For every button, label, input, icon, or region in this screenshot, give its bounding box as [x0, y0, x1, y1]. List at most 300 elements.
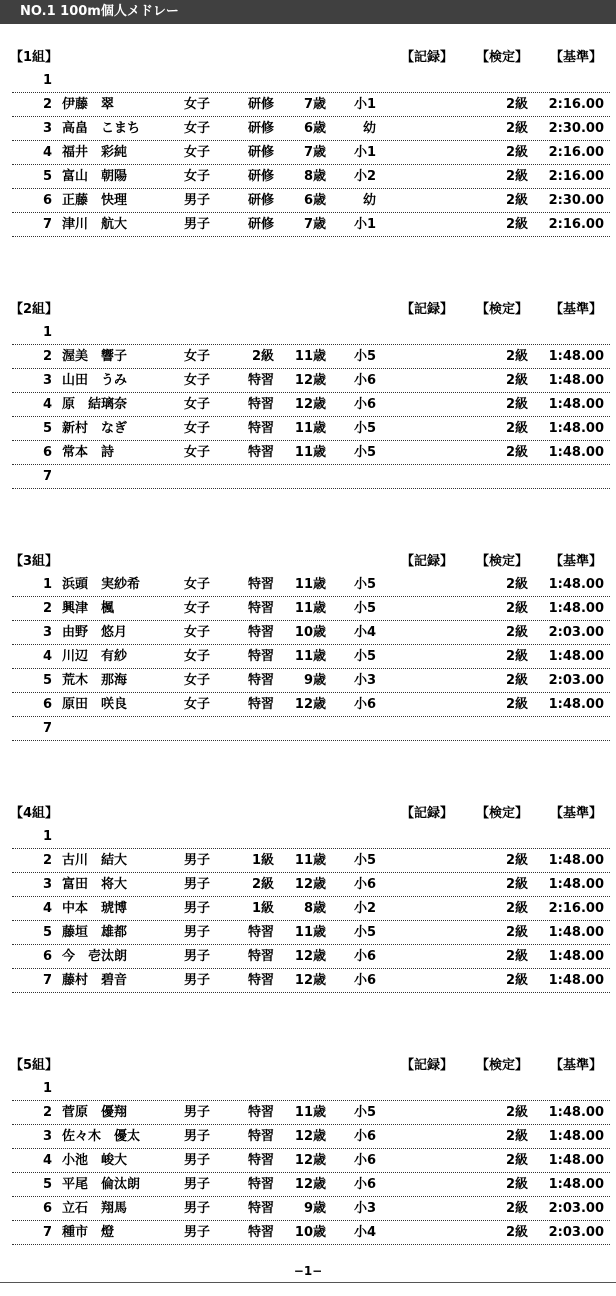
- entry-age: 12歳: [294, 373, 326, 388]
- entry-no: 4: [42, 901, 52, 916]
- entry-check: 2級: [505, 1129, 528, 1144]
- entry-standard: 2:30.00: [548, 193, 604, 208]
- entry-check: 2級: [505, 145, 528, 160]
- group-label: 【2組】: [10, 302, 59, 317]
- entry-no: 7: [42, 973, 52, 988]
- entry-level: 特習: [247, 925, 274, 940]
- entry-check: 2級: [505, 349, 528, 364]
- entry-no: 2: [42, 97, 52, 112]
- entry-sex: 女子: [184, 169, 211, 184]
- entry-row: [12, 212, 610, 237]
- entry-grade: 小1: [353, 97, 376, 112]
- entry-check: 2級: [505, 1105, 528, 1120]
- entry-row: [12, 596, 610, 621]
- standard-header: 【基準】: [550, 1058, 603, 1073]
- entry-grade: 小5: [353, 649, 376, 664]
- entry-row: [12, 872, 610, 897]
- entry-row: [12, 188, 610, 213]
- entry-no: 1: [42, 829, 52, 844]
- entry-standard: 1:48.00: [548, 973, 604, 988]
- group-label: 【3組】: [10, 554, 59, 569]
- entry-no: 3: [42, 121, 52, 136]
- entry-grade: 小6: [353, 1177, 376, 1192]
- entry-standard: 2:03.00: [548, 673, 604, 688]
- entry-age: 11歳: [294, 853, 326, 868]
- entry-age: 12歳: [294, 697, 326, 712]
- entry-check: 2級: [505, 697, 528, 712]
- entry-name: 荒木 那海: [62, 673, 128, 688]
- entry-grade: 幼: [362, 121, 376, 136]
- entry-grade: 小3: [353, 1201, 376, 1216]
- record-header: 【記録】: [401, 302, 454, 317]
- entry-age: 7歳: [303, 97, 326, 112]
- entry-level: 1級: [251, 853, 274, 868]
- standard-header: 【基準】: [550, 554, 603, 569]
- standard-header: 【基準】: [550, 50, 603, 65]
- entry-standard: 2:16.00: [548, 145, 604, 160]
- entry-no: 2: [42, 1105, 52, 1120]
- entry-level: 研修: [247, 121, 274, 136]
- entry-age: 10歳: [294, 1225, 326, 1240]
- entry-grade: 小5: [353, 853, 376, 868]
- entry-row: [12, 416, 610, 441]
- entry-row: [12, 92, 610, 117]
- entry-level: 特習: [247, 625, 274, 640]
- entry-age: 12歳: [294, 1177, 326, 1192]
- entry-row: [12, 164, 610, 189]
- entry-no: 5: [42, 1177, 52, 1192]
- check-header: 【検定】: [476, 50, 529, 65]
- standard-header: 【基準】: [550, 806, 603, 821]
- entry-no: 3: [42, 1129, 52, 1144]
- entry-grade: 小5: [353, 601, 376, 616]
- entry-check: 2級: [505, 901, 528, 916]
- entry-standard: 1:48.00: [548, 373, 604, 388]
- entry-standard: 2:16.00: [548, 901, 604, 916]
- entry-no: 6: [42, 445, 52, 460]
- entry-sex: 男子: [184, 1129, 211, 1144]
- heat-group: [0, 1056, 616, 1296]
- entry-standard: 1:48.00: [548, 853, 604, 868]
- record-header: 【記録】: [401, 50, 454, 65]
- entry-name: 高畠 こまち: [62, 121, 141, 136]
- check-header: 【検定】: [476, 1058, 529, 1073]
- entry-check: 2級: [505, 217, 528, 232]
- entry-age: 8歳: [303, 901, 326, 916]
- entry-level: 特習: [247, 1201, 274, 1216]
- entry-check: 2級: [505, 877, 528, 892]
- entry-standard: 1:48.00: [548, 601, 604, 616]
- entry-age: 11歳: [294, 349, 326, 364]
- check-header: 【検定】: [476, 806, 529, 821]
- entry-sex: 男子: [184, 853, 211, 868]
- entry-sex: 女子: [184, 697, 211, 712]
- entry-level: 特習: [247, 577, 274, 592]
- entry-no: 5: [42, 925, 52, 940]
- entry-grade: 小4: [353, 625, 376, 640]
- entry-level: 2級: [251, 349, 274, 364]
- entry-check: 2級: [505, 625, 528, 640]
- entry-no: 3: [42, 373, 52, 388]
- entry-check: 2級: [505, 445, 528, 460]
- entry-level: 研修: [247, 169, 274, 184]
- entry-age: 6歳: [303, 193, 326, 208]
- entry-no: 5: [42, 169, 52, 184]
- entry-grade: 小5: [353, 421, 376, 436]
- entry-level: 特習: [247, 673, 274, 688]
- entry-check: 2級: [505, 421, 528, 436]
- entry-level: 特習: [247, 697, 274, 712]
- entry-no: 3: [42, 625, 52, 640]
- entry-row: [12, 344, 610, 369]
- entry-name: 伊藤 翠: [62, 97, 115, 112]
- entry-name: 興津 楓: [62, 601, 115, 616]
- entry-check: 2級: [505, 1177, 528, 1192]
- entry-no: 2: [42, 601, 52, 616]
- entry-grade: 小2: [353, 901, 376, 916]
- entry-row: [12, 644, 610, 669]
- entry-check: 2級: [505, 853, 528, 868]
- entry-no: 2: [42, 853, 52, 868]
- entry-check: 2級: [505, 373, 528, 388]
- title-bar: [0, 0, 616, 24]
- entry-name: 佐々木 優太: [62, 1129, 141, 1144]
- entry-name: 富山 朝陽: [62, 169, 128, 184]
- entry-level: 特習: [247, 1129, 274, 1144]
- entry-level: 1級: [251, 901, 274, 916]
- entry-sex: 女子: [184, 445, 211, 460]
- entry-check: 2級: [505, 673, 528, 688]
- entry-age: 11歳: [294, 445, 326, 460]
- entry-grade: 小6: [353, 1153, 376, 1168]
- entry-age: 12歳: [294, 973, 326, 988]
- entry-name: 山田 うみ: [62, 373, 128, 388]
- entry-row: [12, 320, 610, 345]
- entry-check: 2級: [505, 1225, 528, 1240]
- entry-standard: 1:48.00: [548, 1129, 604, 1144]
- entry-no: 6: [42, 697, 52, 712]
- entry-row: [12, 968, 610, 993]
- entry-name: 小池 峻大: [62, 1153, 128, 1168]
- entry-standard: 1:48.00: [548, 649, 604, 664]
- entry-standard: 1:48.00: [548, 397, 604, 412]
- group-label: 【5組】: [10, 1058, 59, 1073]
- entry-level: 特習: [247, 949, 274, 964]
- entry-grade: 小6: [353, 1129, 376, 1144]
- page-title: NO.1 100m個人メドレー: [20, 4, 179, 19]
- entry-row: [12, 692, 610, 717]
- entry-level: 研修: [247, 97, 274, 112]
- entry-name: 菅原 優翔: [62, 1105, 128, 1120]
- entry-no: 7: [42, 469, 52, 484]
- entry-standard: 1:48.00: [548, 877, 604, 892]
- group-label: 【1組】: [10, 50, 59, 65]
- entry-name: 浜頭 実紗希: [62, 577, 141, 592]
- entry-sex: 女子: [184, 421, 211, 436]
- entry-row: [12, 572, 610, 597]
- entry-grade: 小5: [353, 1105, 376, 1120]
- entry-no: 6: [42, 193, 52, 208]
- entry-row: [12, 116, 610, 141]
- entry-name: 藤垣 雄都: [62, 925, 128, 940]
- page-number: −1−: [293, 1264, 323, 1278]
- entry-check: 2級: [505, 397, 528, 412]
- entry-grade: 小2: [353, 169, 376, 184]
- record-header: 【記録】: [401, 806, 454, 821]
- check-header: 【検定】: [476, 554, 529, 569]
- entry-row: [12, 1076, 610, 1101]
- entry-standard: 1:48.00: [548, 349, 604, 364]
- record-header: 【記録】: [401, 554, 454, 569]
- entry-row: [12, 1148, 610, 1173]
- entry-check: 2級: [505, 193, 528, 208]
- entry-grade: 小6: [353, 373, 376, 388]
- entry-name: 今 壱汰朗: [62, 949, 128, 964]
- entry-level: 特習: [247, 649, 274, 664]
- entry-sex: 女子: [184, 349, 211, 364]
- entry-grade: 小5: [353, 349, 376, 364]
- entry-row: [12, 716, 610, 741]
- entry-sex: 女子: [184, 373, 211, 388]
- entry-row: [12, 368, 610, 393]
- entry-sex: 男子: [184, 1201, 211, 1216]
- entry-row: [12, 920, 610, 945]
- entry-sex: 男子: [184, 1153, 211, 1168]
- record-header: 【記録】: [401, 1058, 454, 1073]
- entry-level: 特習: [247, 601, 274, 616]
- entry-no: 7: [42, 1225, 52, 1240]
- entry-age: 11歳: [294, 421, 326, 436]
- entry-sex: 女子: [184, 397, 211, 412]
- entry-level: 特習: [247, 445, 274, 460]
- entry-standard: 1:48.00: [548, 421, 604, 436]
- heat-group: [0, 300, 616, 540]
- entry-no: 7: [42, 721, 52, 736]
- entry-sex: 男子: [184, 193, 211, 208]
- entry-grade: 小5: [353, 445, 376, 460]
- entry-level: 特習: [247, 421, 274, 436]
- entry-no: 4: [42, 145, 52, 160]
- entry-check: 2級: [505, 97, 528, 112]
- entry-sex: 男子: [184, 901, 211, 916]
- entry-standard: 2:03.00: [548, 1201, 604, 1216]
- heat-group: [0, 552, 616, 792]
- entry-row: [12, 824, 610, 849]
- entry-standard: 1:48.00: [548, 949, 604, 964]
- entry-grade: 小4: [353, 1225, 376, 1240]
- entry-check: 2級: [505, 577, 528, 592]
- entry-check: 2級: [505, 973, 528, 988]
- entry-sex: 男子: [184, 973, 211, 988]
- entry-age: 8歳: [303, 169, 326, 184]
- entry-grade: 小5: [353, 925, 376, 940]
- footer-divider: [0, 1282, 616, 1283]
- entry-check: 2級: [505, 601, 528, 616]
- entry-level: 特習: [247, 1177, 274, 1192]
- entry-age: 12歳: [294, 1153, 326, 1168]
- entry-standard: 2:03.00: [548, 1225, 604, 1240]
- entry-standard: 1:48.00: [548, 577, 604, 592]
- entry-standard: 1:48.00: [548, 925, 604, 940]
- entry-check: 2級: [505, 949, 528, 964]
- entry-row: [12, 1124, 610, 1149]
- entry-check: 2級: [505, 1201, 528, 1216]
- entry-grade: 小6: [353, 877, 376, 892]
- entry-name: 津川 航大: [62, 217, 128, 232]
- entry-sex: 女子: [184, 673, 211, 688]
- entry-sex: 男子: [184, 877, 211, 892]
- entry-no: 5: [42, 673, 52, 688]
- entry-no: 4: [42, 397, 52, 412]
- entry-name: 常本 詩: [62, 445, 115, 460]
- entry-age: 11歳: [294, 649, 326, 664]
- entry-name: 藤村 碧音: [62, 973, 128, 988]
- entry-name: 富田 将大: [62, 877, 128, 892]
- entry-row: [12, 1220, 610, 1245]
- entry-age: 6歳: [303, 121, 326, 136]
- entry-row: [12, 140, 610, 165]
- entry-name: 立石 翔馬: [62, 1201, 128, 1216]
- entry-row: [12, 464, 610, 489]
- entry-sex: 男子: [184, 1105, 211, 1120]
- entry-sex: 男子: [184, 1177, 211, 1192]
- entry-row: [12, 440, 610, 465]
- entry-sex: 男子: [184, 925, 211, 940]
- entry-grade: 小1: [353, 145, 376, 160]
- heat-group: [0, 48, 616, 288]
- entry-name: 由野 悠月: [62, 625, 128, 640]
- entry-age: 7歳: [303, 145, 326, 160]
- entry-grade: 小6: [353, 949, 376, 964]
- entry-age: 10歳: [294, 625, 326, 640]
- entry-level: 特習: [247, 397, 274, 412]
- entry-row: [12, 1196, 610, 1221]
- standard-header: 【基準】: [550, 302, 603, 317]
- entry-age: 12歳: [294, 949, 326, 964]
- entry-sex: 女子: [184, 121, 211, 136]
- entry-check: 2級: [505, 121, 528, 136]
- entry-sex: 男子: [184, 217, 211, 232]
- entry-no: 6: [42, 1201, 52, 1216]
- entry-age: 9歳: [303, 1201, 326, 1216]
- entry-check: 2級: [505, 1153, 528, 1168]
- entry-grade: 幼: [362, 193, 376, 208]
- entry-name: 福井 彩純: [62, 145, 128, 160]
- entry-level: 研修: [247, 145, 274, 160]
- entry-sex: 女子: [184, 145, 211, 160]
- entry-no: 6: [42, 949, 52, 964]
- entry-no: 1: [42, 1081, 52, 1096]
- entry-level: 特習: [247, 373, 274, 388]
- entry-level: 2級: [251, 877, 274, 892]
- entry-standard: 2:30.00: [548, 121, 604, 136]
- entry-grade: 小6: [353, 397, 376, 412]
- entry-standard: 1:48.00: [548, 1153, 604, 1168]
- group-label: 【4組】: [10, 806, 59, 821]
- entry-name: 古川 結大: [62, 853, 128, 868]
- entry-no: 1: [42, 325, 52, 340]
- entry-no: 1: [42, 577, 52, 592]
- entry-standard: 1:48.00: [548, 1105, 604, 1120]
- entry-age: 11歳: [294, 1105, 326, 1120]
- entry-grade: 小6: [353, 697, 376, 712]
- entry-row: [12, 1172, 610, 1197]
- entry-level: 特習: [247, 1105, 274, 1120]
- entry-standard: 2:16.00: [548, 97, 604, 112]
- entry-no: 5: [42, 421, 52, 436]
- entry-standard: 1:48.00: [548, 697, 604, 712]
- heat-group: [0, 804, 616, 1044]
- entry-level: 特習: [247, 1225, 274, 1240]
- entry-sex: 男子: [184, 1225, 211, 1240]
- entry-sex: 女子: [184, 97, 211, 112]
- entry-standard: 2:03.00: [548, 625, 604, 640]
- entry-name: 原 結璃奈: [62, 397, 128, 412]
- entry-age: 12歳: [294, 1129, 326, 1144]
- entry-grade: 小5: [353, 577, 376, 592]
- entry-sex: 男子: [184, 949, 211, 964]
- entry-grade: 小1: [353, 217, 376, 232]
- entry-name: 新村 なぎ: [62, 421, 128, 436]
- entry-row: [12, 620, 610, 645]
- entry-check: 2級: [505, 649, 528, 664]
- entry-level: 研修: [247, 193, 274, 208]
- entry-age: 9歳: [303, 673, 326, 688]
- entry-age: 12歳: [294, 877, 326, 892]
- entry-sex: 女子: [184, 577, 211, 592]
- entry-sex: 女子: [184, 601, 211, 616]
- entry-name: 渥美 響子: [62, 349, 128, 364]
- entry-standard: 1:48.00: [548, 445, 604, 460]
- entry-grade: 小6: [353, 973, 376, 988]
- entry-name: 中本 琥博: [62, 901, 128, 916]
- entry-row: [12, 896, 610, 921]
- entry-row: [12, 944, 610, 969]
- entry-no: 4: [42, 1153, 52, 1168]
- entry-check: 2級: [505, 925, 528, 940]
- entry-name: 原田 咲良: [62, 697, 128, 712]
- entry-row: [12, 668, 610, 693]
- entry-standard: 1:48.00: [548, 1177, 604, 1192]
- entry-level: 特習: [247, 973, 274, 988]
- entry-age: 12歳: [294, 397, 326, 412]
- entry-row: [12, 1100, 610, 1125]
- entry-age: 11歳: [294, 925, 326, 940]
- entry-row: [12, 392, 610, 417]
- entry-standard: 2:16.00: [548, 217, 604, 232]
- entry-standard: 2:16.00: [548, 169, 604, 184]
- entry-level: 特習: [247, 1153, 274, 1168]
- entry-grade: 小3: [353, 673, 376, 688]
- entry-name: 正藤 快理: [62, 193, 128, 208]
- entry-name: 川辺 有紗: [62, 649, 128, 664]
- entry-no: 7: [42, 217, 52, 232]
- entry-age: 11歳: [294, 577, 326, 592]
- entry-no: 4: [42, 649, 52, 664]
- entry-sex: 女子: [184, 625, 211, 640]
- entry-age: 7歳: [303, 217, 326, 232]
- entry-sex: 女子: [184, 649, 211, 664]
- entry-no: 1: [42, 73, 52, 88]
- entry-name: 種市 燈: [62, 1225, 115, 1240]
- entry-name: 平尾 倫汰朗: [62, 1177, 141, 1192]
- entry-level: 研修: [247, 217, 274, 232]
- entry-age: 11歳: [294, 601, 326, 616]
- entry-row: [12, 848, 610, 873]
- entry-no: 2: [42, 349, 52, 364]
- entry-no: 3: [42, 877, 52, 892]
- check-header: 【検定】: [476, 302, 529, 317]
